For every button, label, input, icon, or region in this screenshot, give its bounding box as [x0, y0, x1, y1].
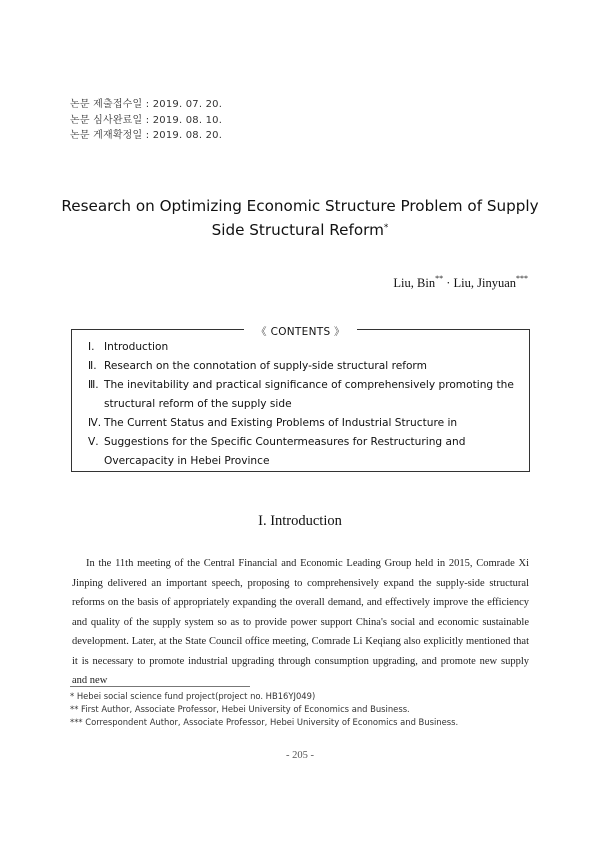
toc-item[interactable]	[88, 414, 521, 433]
toc-item[interactable]	[88, 433, 521, 471]
title-line-1: Research on Optimizing Economic Structure Problem of Supply	[61, 197, 539, 215]
author-line	[393, 276, 528, 291]
meta-label: 논문 제출접수일	[70, 99, 143, 110]
toc-item[interactable]	[88, 338, 521, 357]
footnote-funding: * Hebei social science fund project(project no. HB16YJ049)	[70, 691, 316, 701]
toc-number: Ⅴ.	[88, 436, 99, 448]
meta-value: 2019. 07. 20.	[152, 99, 223, 110]
toc-number: Ⅳ.	[88, 417, 102, 429]
contents-box	[71, 326, 530, 472]
page-number: - 205 -	[286, 750, 314, 761]
meta-label: 논문 게재확정일	[70, 130, 143, 141]
toc-list	[88, 338, 521, 471]
body-paragraph: In the 11th meeting of the Central Financial and Economic Leading Group held in 2015, Comrade Xi Jinping delivered an important speech, proposing to comprehensively expand the supply-side structural reforms on the basis of appropriately expanding the overall demand, and effectively improve the efficiency and quality of the supply system so as to provide power support China's social and economic sustainable development. Later, at the State Council office meeting, Comrade Li Keqiang also explicitly mentioned that it is necessary to promote industrial upgrading through consumption upgrading, and promote new supply and new	[72, 558, 529, 686]
paper-title	[40, 194, 560, 242]
toc-text: Suggestions for the Specific Countermeasures for Restructuring and Overcapacity in Hebei Province	[104, 436, 466, 467]
footnote-divider	[70, 686, 250, 687]
toc-text: Research on the connotation of supply-side structural reform	[104, 360, 427, 372]
title-line-2	[40, 218, 560, 242]
author-2: Liu, Jinyuan	[453, 276, 516, 290]
meta-accepted: 논문 게재확정일 : 2019. 08. 20.	[70, 130, 223, 141]
contents-heading-text: 《 CONTENTS 》	[244, 326, 357, 338]
title-line-2-text: Side Structural Reform	[211, 221, 384, 239]
footnotes	[70, 690, 458, 729]
toc-number: Ⅰ.	[88, 341, 95, 353]
section-heading: I. Introduction	[258, 513, 342, 529]
meta-received: 논문 제출접수일 : 2019. 07. 20.	[70, 99, 223, 110]
title-footnote-mark: *	[383, 223, 389, 233]
submission-dates	[70, 97, 222, 144]
toc-text: The Current Status and Existing Problems of Industrial Structure in	[104, 417, 458, 429]
author-2-mark: ***	[516, 274, 528, 283]
meta-reviewed: 논문 심사완료일 : 2019. 08. 10.	[70, 114, 223, 126]
author-separator: ·	[446, 276, 451, 290]
toc-text: The inevitability and practical significance of comprehensively promoting the structural reform of the supply side	[104, 379, 514, 410]
footnote-first-author: ** First Author, Associate Professor, Hebei University of Economics and Business.	[70, 704, 410, 714]
toc-number: Ⅱ.	[88, 360, 97, 372]
meta-value: 2019. 08. 10.	[152, 114, 223, 126]
toc-number: Ⅲ.	[88, 379, 99, 391]
toc-item[interactable]	[88, 376, 521, 414]
author-1-mark: **	[435, 274, 444, 283]
footnote-correspondent: *** Correspondent Author, Associate Professor, Hebei University of Economics and Business.	[70, 717, 459, 727]
author-1: Liu, Bin	[393, 276, 436, 290]
toc-text: Introduction	[104, 341, 169, 353]
meta-label: 논문 심사완료일	[70, 114, 143, 126]
meta-value: 2019. 08. 20.	[152, 130, 223, 141]
toc-item[interactable]	[88, 357, 521, 376]
